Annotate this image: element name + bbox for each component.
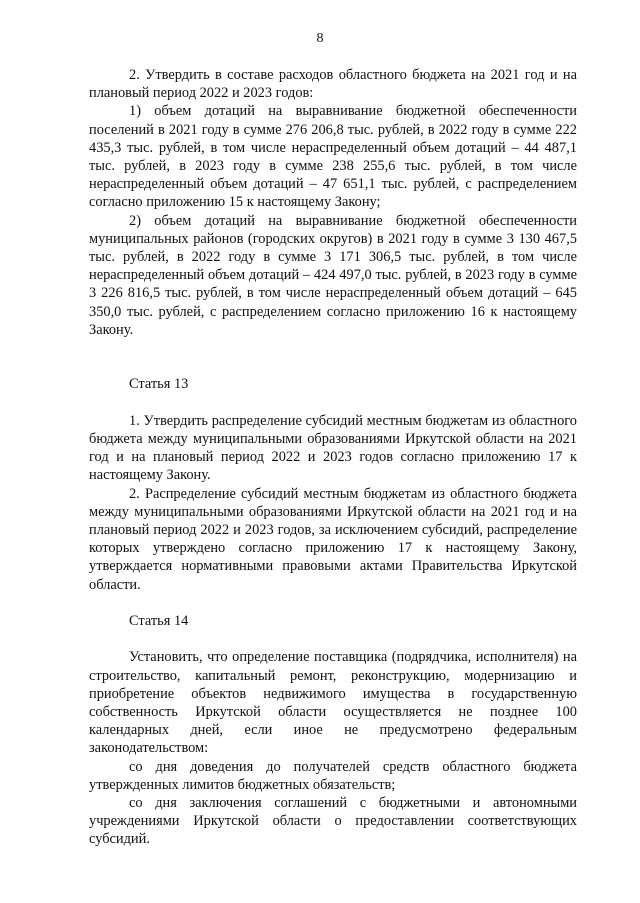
article-14-heading: Статья 14 [129, 613, 189, 630]
spacer [89, 339, 577, 357]
article-13-paragraph-2: 2. Распределение субсидий местным бюджетам из областного бюджета между муниципальными образованиями Иркутской области на 2021 год и на плановый период 2022 и 2023 годов, за исключением субсидий, распределение которых утверждено согласно приложению 17 к настоящему Закону, утверждается нормативными правовыми актами Правительства Иркутской области. [89, 485, 577, 593]
spacer [89, 594, 577, 612]
paragraph-district-subsidies: 2) объем дотаций на выравнивание бюджетной обеспеченности муниципальных районов (городских округов) в 2021 году в сумме 3 130 467,5 тыс. рублей, в 2022 году в сумме 3 171 306,5 тыс. рублей, в том числе нераспределенный объем дотаций – 424 497,0 тыс. рублей, в 2023 году в сумме 3 226 816,5 тыс. рублей, в том числе нераспределенный объем дотаций – 645 350,0 тыс. рублей, с распределением согласно приложению 16 к настоящему Закону. [89, 212, 577, 338]
paragraph-settlement-subsidies: 1) объем дотаций на выравнивание бюджетной обеспеченности поселений в 2021 году в сумме 276 206,8 тыс. рублей, в 2022 году в сумме 222 435,3 тыс. рублей, в том числе нераспределенный объем дотаций – 44 487,1 тыс. рублей, в 2023 году в сумме 238 255,6 тыс. рублей, в том числе нераспределенный объем дотаций – 47 651,1 тыс. рублей, с распределением согласно приложению 15 к настоящему Закону; [89, 103, 577, 211]
spacer [89, 394, 577, 412]
page-number: 8 [316, 31, 324, 46]
paragraph-budget-expenses-intro: 2. Утвердить в составе расходов областного бюджета на 2021 год и на плановый период 2022 и 2023 годов: [89, 67, 577, 102]
spacer [89, 630, 577, 648]
article-14-paragraph-main: Установить, что определение поставщика (подрядчика, исполнителя) на строительство, капитальный ремонт, реконструкцию, модернизацию и приобретение объектов недвижимого имущества в государственную собственность Иркутской области осуществляется не позднее 100 календарных дней, если иное не предусмотрено федеральным законодательством: [89, 649, 577, 757]
spacer [89, 357, 577, 375]
article-13-paragraph-1: 1. Утвердить распределение субсидий местным бюджетам из областного бюджета между муниципальными образованиями Иркутской области на 2021 год и на плановый период 2022 и 2023 годов согласно приложению 17 к настоящему Закону. [89, 412, 577, 484]
article-13-heading: Статья 13 [129, 376, 189, 393]
article-14-item-limits: со дня доведения до получателей средств областного бюджета утвержденных лимитов бюджетных обязательств; [89, 758, 577, 793]
article-14-item-agreements: со дня заключения соглашений с бюджетными и автономными учреждениями Иркутской области о предоставлении соответствующих субсидий. [89, 795, 577, 848]
document-body [89, 66, 577, 849]
